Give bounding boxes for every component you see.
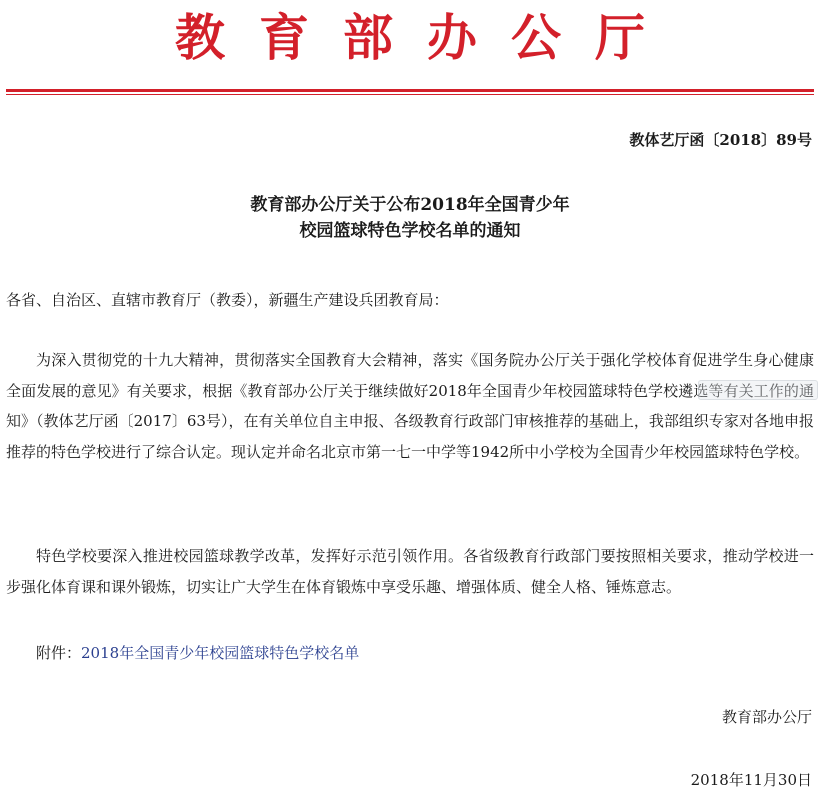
masthead-red-rule-thin <box>6 94 814 95</box>
attachment <box>36 642 359 664</box>
document-title-line-1: 教育部办公厅关于公布2018年全国青少年 <box>250 195 570 215</box>
signer: 教育部办公厅 <box>721 708 812 726</box>
body-paragraph: 特色学校要深入推进校园篮球教学改革，发挥好示范引领作用。各省级教育行政部门要按照相关要求，推动学校进一步强化体育课和课外锻炼，切实让广大学生在体育锻炼中享受乐趣、增强体质、健全人格、锤炼意志。 <box>6 547 814 596</box>
masthead-title: 教育部办公厅 <box>175 8 679 67</box>
addressee: 各省、自治区、直辖市教育厅（教委），新疆生产建设兵团教育局： <box>6 291 449 309</box>
document-title-line-2: 校园篮球特色学校名单的通知 <box>299 221 521 241</box>
document-title <box>0 192 820 244</box>
document-date: 2018年11月30日 <box>690 771 812 789</box>
masthead-red-rule <box>6 89 814 92</box>
body-paragraph: 为深入贯彻党的十九大精神，贯彻落实全国教育大会精神，落实《国务院办公厅关于强化学校体育促进学生身心健康全面发展的意见》有关要求，根据《教育部办公厅关于继续做好2018年全国青少年校园篮球特色学校遴选等有关工作的通知》（教体艺厅函〔2017〕63号），在有关单位自主申报、各级教育行政部门审核推荐的基础上，我部组织专家对各地申报推荐的特色学校进行了综合认定。现认定并命名北京市第一七一中学等1942所中小学校为全国青少年校园篮球特色学校。 <box>6 351 814 461</box>
document-number: 教体艺厅函〔2018〕89号 <box>629 131 812 149</box>
attachment-link[interactable]: 2018年全国青少年校园篮球特色学校名单 <box>81 644 360 662</box>
masthead <box>0 0 820 90</box>
attachment-label: 附件： <box>36 644 82 662</box>
